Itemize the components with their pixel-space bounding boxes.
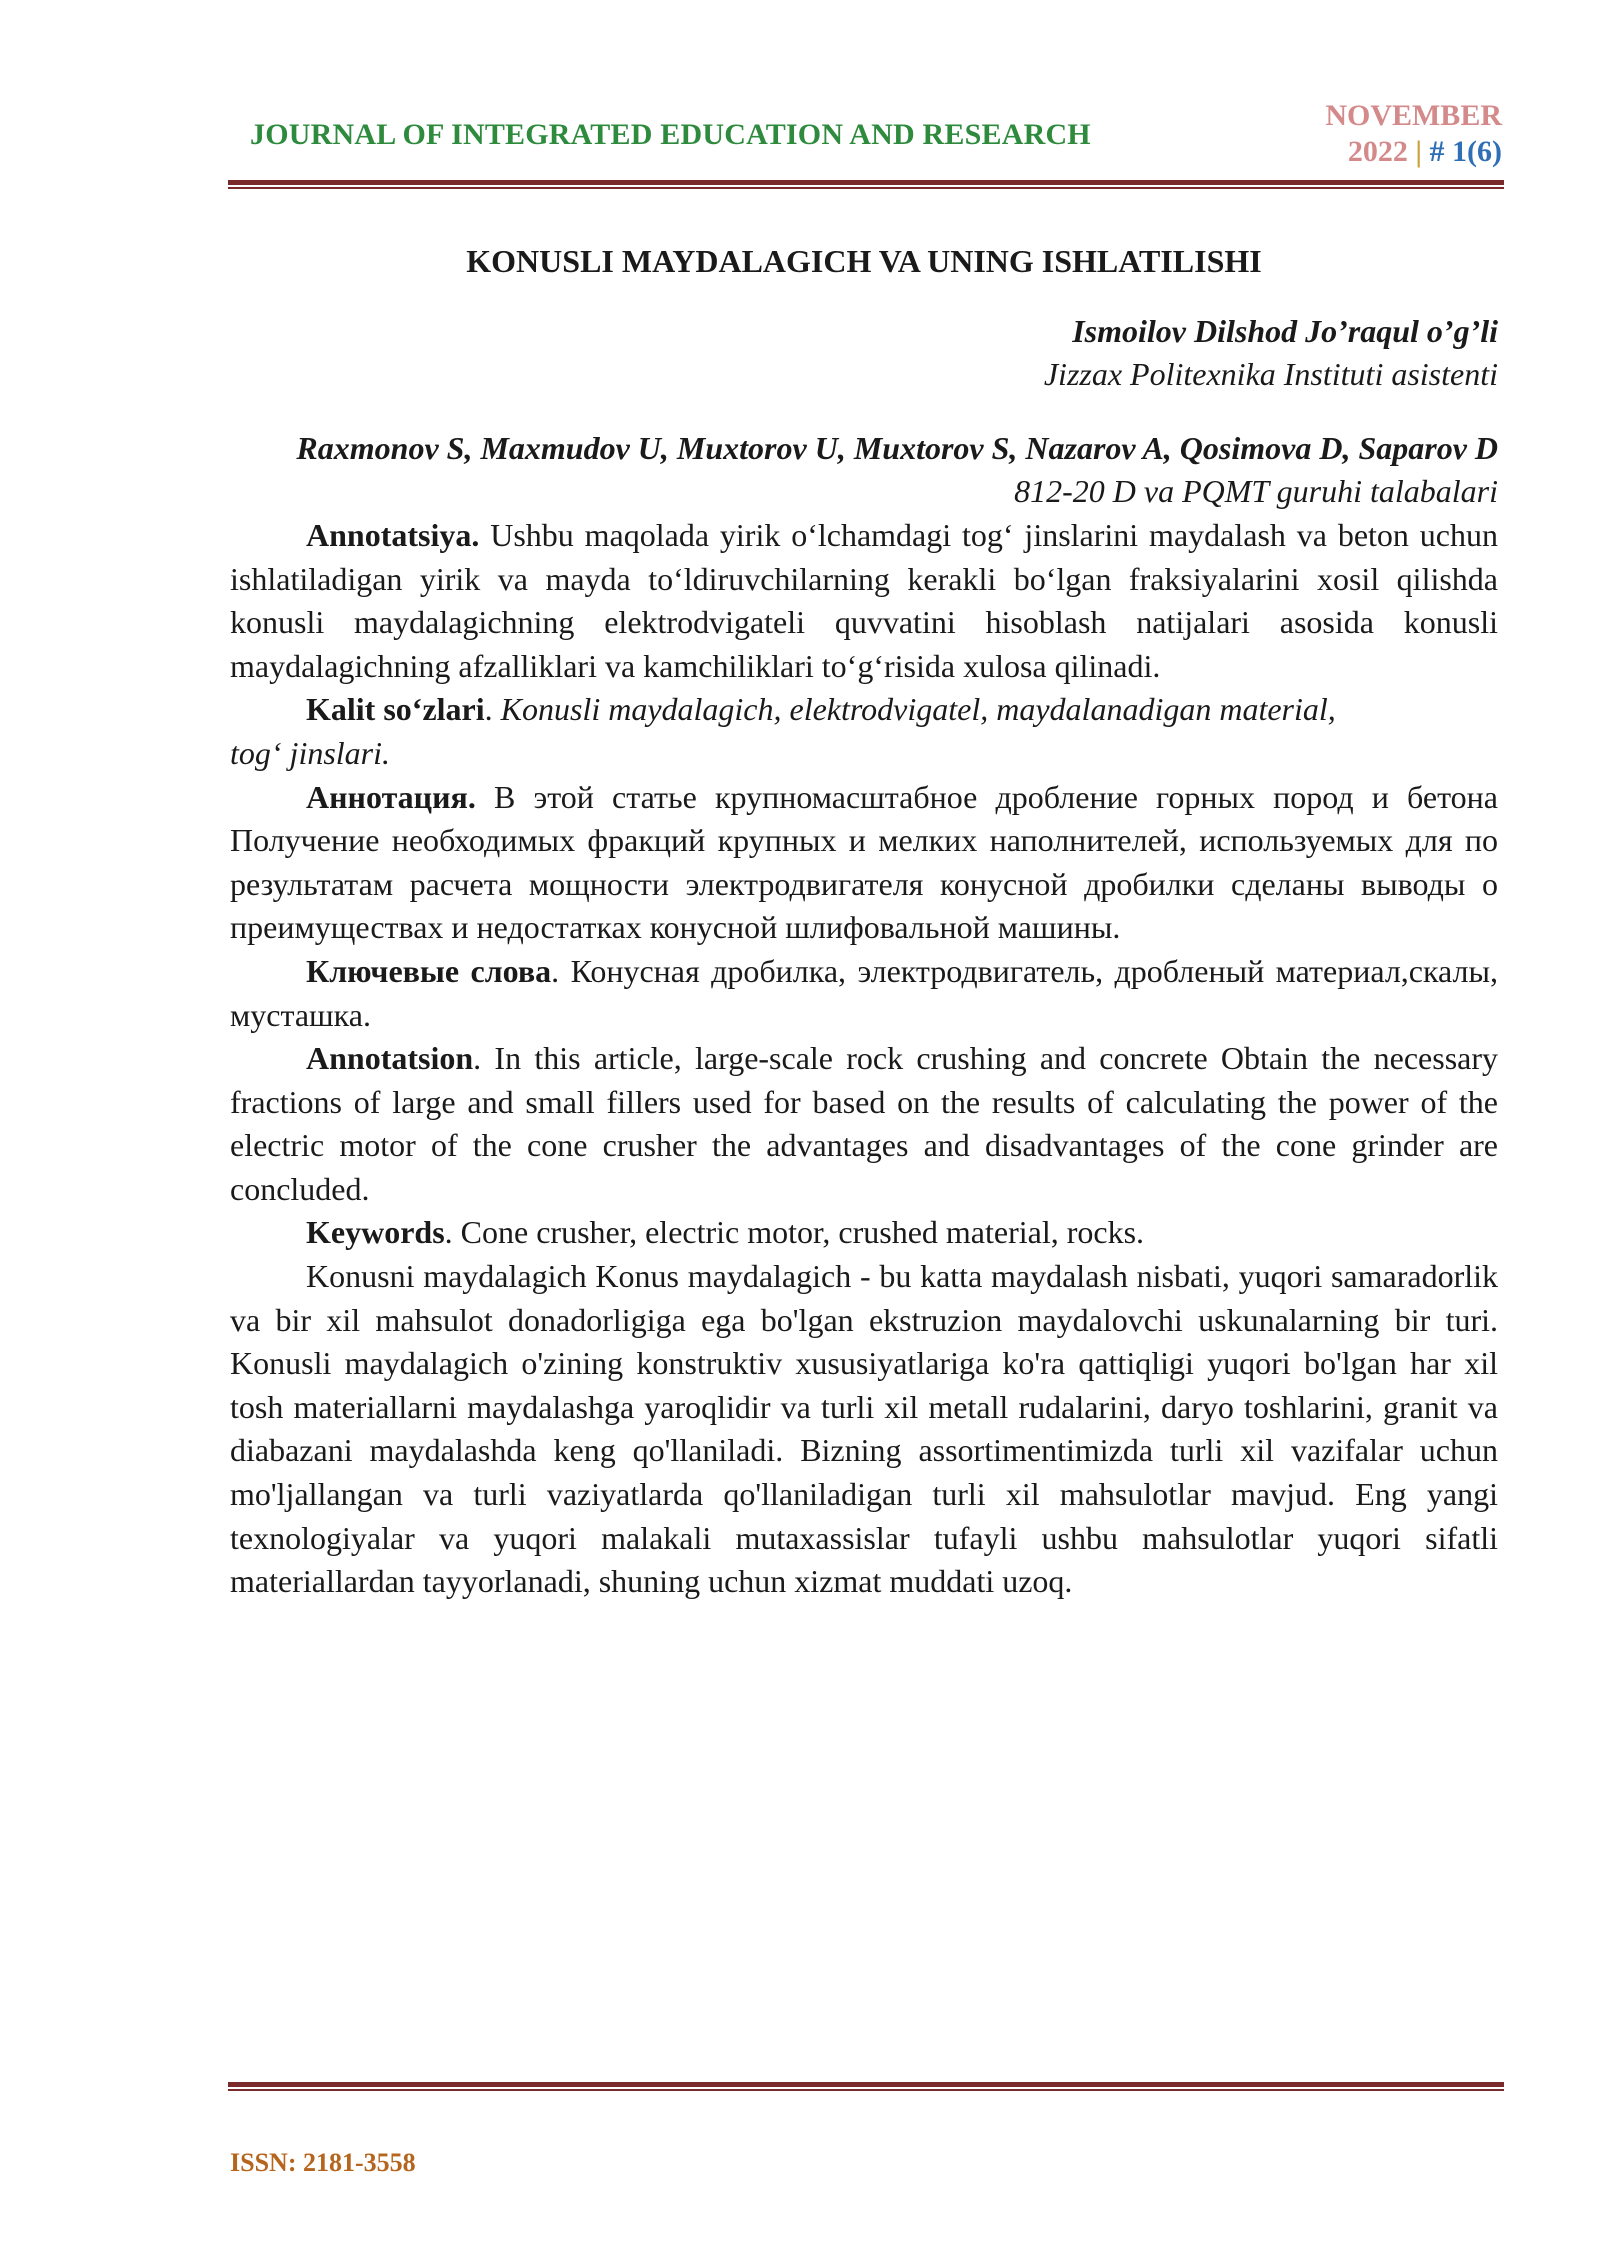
co-authors-affiliation: 812-20 D va PQMT guruhi talabalari	[1014, 473, 1498, 510]
keywords-uz-label: Kalit so‘zlari	[306, 691, 485, 728]
keywords-ru-label: Ключевые слова	[306, 952, 552, 989]
keywords-uz-text: Konusli maydalagich, elektrodvigatel, maydalanadigan material,	[500, 691, 1336, 728]
keywords-uz	[230, 688, 1498, 732]
body-paragraph: Konusni maydalagich Konus maydalagich - bu katta maydalash nisbati, yuqori samaradorlik va bir xil mahsulot donadorligiga ega bo'lgan ekstruzion maydalovchi uskunalarning bir turi. Konusli maydalagich o'zining konstruktiv xususiyatlariga ko'ra qattiqligi yuqori bo'lgan har xil tosh materiallarni maydalashga yaroqlidir va turli xil metall rudalarini, daryo toshlarini, granit va diabazani maydalashda keng qo'llaniladi. Bizning assortimentimizda turli xil vazifalar uchun mo'ljallangan va turli vaziyatlarda qo'llaniladigan turli xil mahsulotlar mavjud. Eng yangi texnologiyalar va yuqori malakali mutaxassislar tufayli ushbu mahsulotlar yuqori sifatli materiallardan tayyorlanadi, shuning uchun xizmat muddati uzoq.	[230, 1258, 1498, 1600]
keywords-en	[230, 1211, 1498, 1255]
issue-year: 2022	[1347, 135, 1408, 168]
keywords-en-label: Keywords	[306, 1214, 445, 1251]
article-title: KONUSLI MAYDALAGICH VA UNING ISHLATILISHI	[466, 243, 1262, 279]
issue-number: # 1(6)	[1429, 135, 1502, 168]
issue-month: NOVEMBER	[1325, 99, 1502, 132]
keywords-ru-text: . Конусная дробилка, электродвигатель, дробленый материал,скалы, мусташка.	[230, 952, 1499, 1033]
keywords-uz-punct: .	[484, 691, 501, 728]
article-content	[230, 240, 1498, 1604]
annotation-uz-text: Ushbu maqolada yirik o‘lchamdagi tog‘ jinslarini maydalash va beton uchun ishlatiladigan yirik va mayda to‘ldiruvchilarning kerakli bo‘lgan fraksiyalarini xosil qilishda konusli maydalagichning elektrodvigateli quvvatini hisoblash natijalari asosida konusli maydalagichning afzalliklari va kamchiliklari to‘g‘risida xulosa qilinadi.	[230, 516, 1498, 684]
annotation-uz-label: Annotatsiya.	[306, 516, 480, 553]
journal-title: JOURNAL OF INTEGRATED EDUCATION AND RESEARCH	[250, 118, 1091, 151]
annotation-en-text: . In this article, large-scale rock crushing and concrete Obtain the necessary fractions of large and small fillers used for based on the results of calculating the power of the electric motor of the cone crusher the advantages and disadvantages of the cone grinder are concluded.	[230, 1040, 1498, 1207]
annotation-en-label: Annotatsion	[306, 1040, 474, 1077]
issue-info	[1325, 98, 1502, 170]
footer-rule-thin	[228, 2089, 1504, 2091]
annotation-ru-text: В этой статье крупномасштабное дробление горных пород и бетона Получение необходимых фракций крупных и мелких наполнителей, используемых для по результатам расчета мощности электродвигателя конусной дробилки сделаны выводы о преимуществах и недостатках конусной шлифовальной машины.	[230, 778, 1498, 946]
header-rule	[228, 180, 1504, 185]
header-rule-thin	[228, 187, 1504, 189]
keywords-en-text: . Cone crusher, electric motor, crushed material, rocks.	[444, 1214, 1145, 1251]
main-author: Ismoilov Dilshod Jo’raqul o’g’li	[1072, 312, 1498, 349]
annotation-en	[230, 1037, 1498, 1211]
keywords-uz-text-continued: tog‘ jinslari.	[230, 734, 391, 771]
annotation-uz	[230, 514, 1498, 688]
issue-separator: |	[1415, 135, 1423, 168]
annotation-ru-label: Аннотация.	[306, 778, 476, 815]
annotation-ru	[230, 776, 1498, 950]
keywords-ru	[230, 950, 1498, 1037]
co-authors: Raxmonov S, Maxmudov U, Muxtorov U, Muxtorov S, Nazarov A, Qosimova D, Saparov D	[296, 429, 1498, 466]
main-author-affiliation: Jizzax Politexnika Instituti asistenti	[1043, 356, 1498, 393]
issn-label: ISSN: 2181-3558	[230, 2148, 416, 2177]
page-header	[228, 98, 1504, 188]
footer-rule	[228, 2082, 1504, 2087]
